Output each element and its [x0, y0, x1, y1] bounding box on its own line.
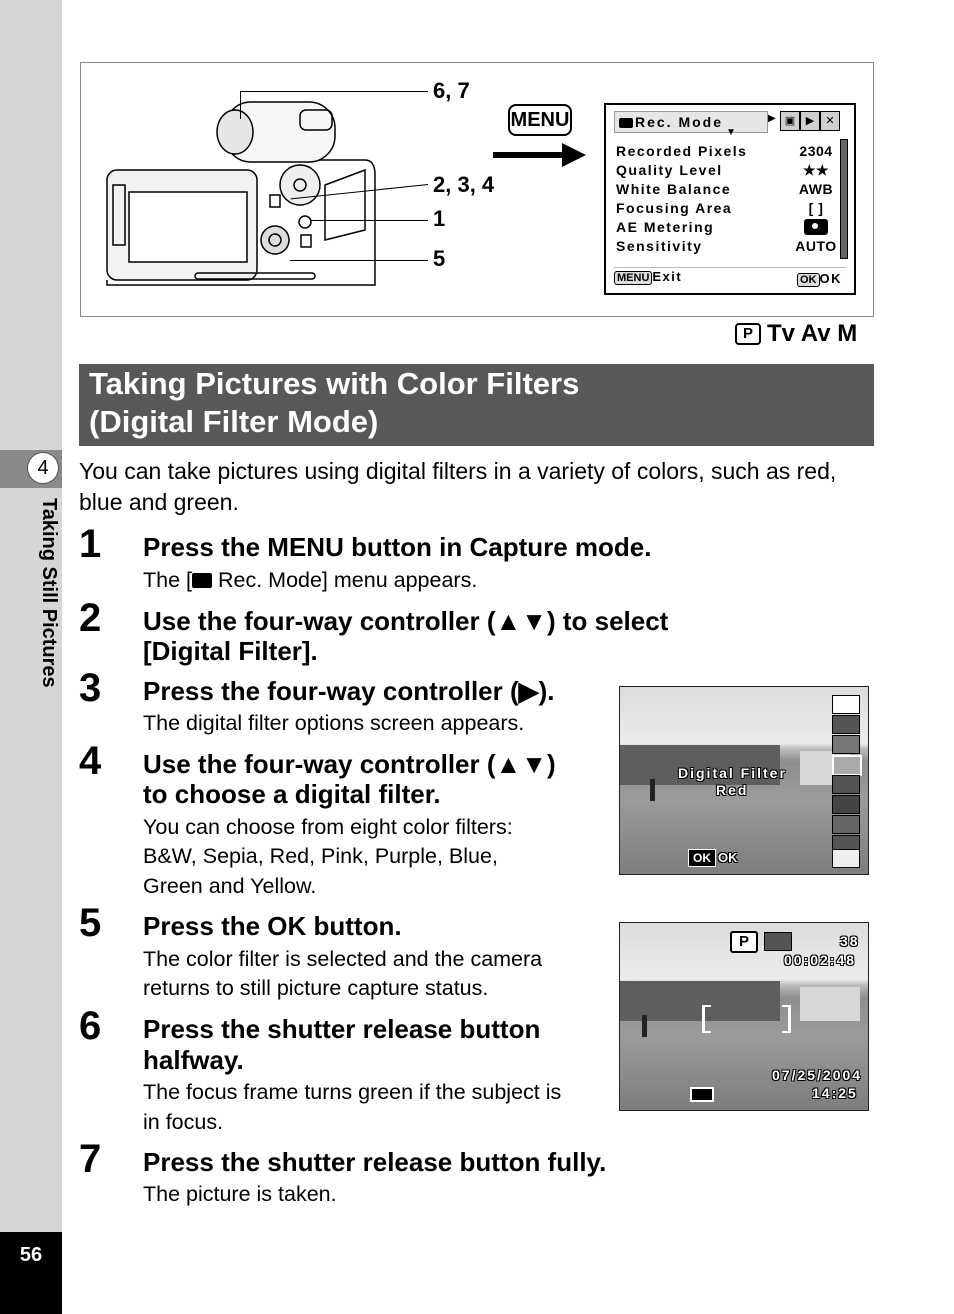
leader-line	[240, 91, 428, 92]
program-mode-icon: P	[735, 323, 761, 345]
section-title-bar	[79, 364, 874, 446]
step-heading: Use the four-way controller (▲▼) to select	[143, 606, 669, 636]
capture-date: 07/25/2004	[772, 1067, 863, 1083]
callout-2-3-4: 2, 3, 4	[433, 172, 495, 197]
recording-time: 00:02:48	[784, 952, 857, 968]
step-body: The focus frame turns green if the subject is	[143, 1080, 562, 1104]
leader-line	[310, 220, 428, 221]
ok-key-icon: OK	[797, 273, 820, 287]
step-heading: Press the four-way controller (▶).	[143, 676, 555, 706]
background-building	[800, 987, 860, 1021]
arrow-right-icon	[493, 152, 563, 158]
step-body: The color filter is selected and the camera	[143, 947, 543, 971]
ok-label: OK	[718, 850, 738, 865]
callout-1: 1	[433, 206, 446, 231]
step-heading: Press the shutter release button fully.	[143, 1147, 607, 1177]
tab-rec-mode	[614, 111, 768, 133]
menu-row-ae-metering	[616, 219, 826, 238]
step-heading: [Digital Filter].	[143, 636, 318, 666]
filter-swatch	[832, 715, 860, 734]
step-number: 6	[79, 1004, 102, 1048]
focus-frame-left	[702, 1005, 711, 1033]
tab-rec-mode-label: Rec. Mode	[635, 114, 724, 130]
menu-row-white-balance	[616, 181, 834, 200]
step-number: 3	[79, 666, 102, 710]
filter-value: Red	[716, 782, 749, 798]
section-title-line-2: (Digital Filter Mode)	[89, 404, 379, 439]
page-number: 56	[0, 1232, 62, 1314]
caret-down-icon: ▼	[726, 127, 736, 138]
menu-row-value: AWB	[798, 181, 834, 197]
footer-ok-label: OK	[819, 271, 842, 286]
menu-row-value: AUTO	[795, 238, 837, 254]
step-body-text: The [	[143, 568, 192, 592]
filter-swatch	[832, 735, 860, 754]
rec-mode-menu-screen	[604, 103, 856, 295]
capture-mode-indicators	[735, 320, 875, 350]
menu-row-label: White Balance	[616, 181, 732, 197]
menu-row-value: ★★	[802, 162, 830, 178]
menu-row-recorded-pixels	[616, 143, 833, 162]
focus-frame-right	[782, 1005, 791, 1033]
chapter-label: Taking Still Pictures	[38, 498, 60, 688]
chapter-number: 4	[27, 452, 59, 484]
camera-icon	[619, 118, 633, 128]
step-body: in focus.	[143, 1110, 224, 1134]
callout-6-7: 6, 7	[433, 78, 470, 103]
ok-key-icon: OK	[688, 849, 716, 867]
menu-scrollbar	[840, 139, 848, 259]
menu-key-icon: MENU	[614, 271, 652, 285]
playback-tab-icon: ▶	[800, 111, 820, 131]
filter-swatch-selected	[832, 755, 862, 776]
step-body-text: Rec. Mode] menu appears.	[212, 568, 478, 592]
step-number: 1	[79, 522, 102, 566]
callout-5: 5	[433, 246, 446, 271]
menu-row-label: Quality Level	[616, 162, 723, 178]
menu-row-label: Focusing Area	[616, 200, 733, 216]
intro-paragraph: You can take pictures using digital filters in a variety of colors, such as red, blue and green.	[79, 458, 837, 515]
menu-row-label: AE Metering	[616, 219, 715, 235]
step-number: 5	[79, 901, 102, 945]
capture-status-screen	[619, 922, 869, 1111]
menu-row-quality-level	[616, 162, 830, 181]
camera-icon	[192, 573, 212, 588]
arrow-right-icon	[562, 143, 586, 167]
menu-row-value: 2304	[799, 143, 833, 159]
menu-row-value: [ ]	[808, 200, 824, 216]
step-body	[143, 566, 477, 596]
menu-row-focusing-area	[616, 200, 826, 219]
step-number: 7	[79, 1137, 102, 1181]
remaining-shots: 38	[840, 933, 860, 949]
capture-clock: 14:25	[812, 1085, 858, 1101]
menu-key-icon: MENU	[508, 104, 572, 136]
step-body: The digital filter options screen appears.	[143, 711, 525, 735]
movie-tab-icon: ▣	[780, 111, 800, 131]
program-mode-icon: P	[730, 931, 758, 953]
filter-swatch	[832, 815, 860, 834]
leader-line	[240, 91, 241, 119]
step-heading: Use the four-way controller (▲▼)	[143, 749, 556, 779]
step-heading: halfway.	[143, 1045, 244, 1075]
step-heading: Press the OK button.	[143, 911, 402, 941]
step-body: You can choose from eight color filters:	[143, 815, 513, 839]
filter-label: Digital Filter	[678, 765, 787, 781]
step-number: 2	[79, 596, 102, 640]
metering-icon	[786, 219, 846, 236]
filter-indicator-icon	[764, 932, 792, 951]
footer-exit-label: Exit	[652, 269, 683, 284]
battery-icon	[690, 1087, 714, 1102]
setup-tab-icon: ✕	[820, 111, 840, 131]
step-body: returns to still picture capture status.	[143, 976, 489, 1000]
tab-pointer-icon: ▶	[768, 113, 776, 124]
menu-row-label: Recorded Pixels	[616, 143, 748, 159]
filter-swatch	[832, 849, 860, 868]
camera-illustration	[95, 90, 425, 305]
menu-row-label: Sensitivity	[616, 238, 703, 254]
filter-swatch	[832, 795, 860, 814]
leader-line	[290, 260, 428, 261]
step-heading: Press the MENU button in Capture mode.	[143, 532, 652, 562]
step-body: Green and Yellow.	[143, 874, 317, 898]
step-body: The picture is taken.	[143, 1182, 337, 1206]
menu-footer	[614, 267, 846, 288]
filter-swatch	[832, 775, 860, 794]
filter-swatch	[832, 695, 860, 714]
step-number: 4	[79, 739, 102, 783]
step-body: B&W, Sepia, Red, Pink, Purple, Blue,	[143, 844, 498, 868]
person-figure	[642, 1015, 647, 1037]
step-heading: to choose a digital filter.	[143, 779, 441, 809]
mode-letters: Tv Av M	[767, 320, 858, 347]
menu-row-sensitivity	[616, 238, 837, 257]
step-heading: Press the shutter release button	[143, 1014, 541, 1044]
digital-filter-screen	[619, 686, 869, 875]
person-figure	[650, 779, 655, 801]
section-title-line-1: Taking Pictures with Color Filters	[89, 366, 580, 401]
